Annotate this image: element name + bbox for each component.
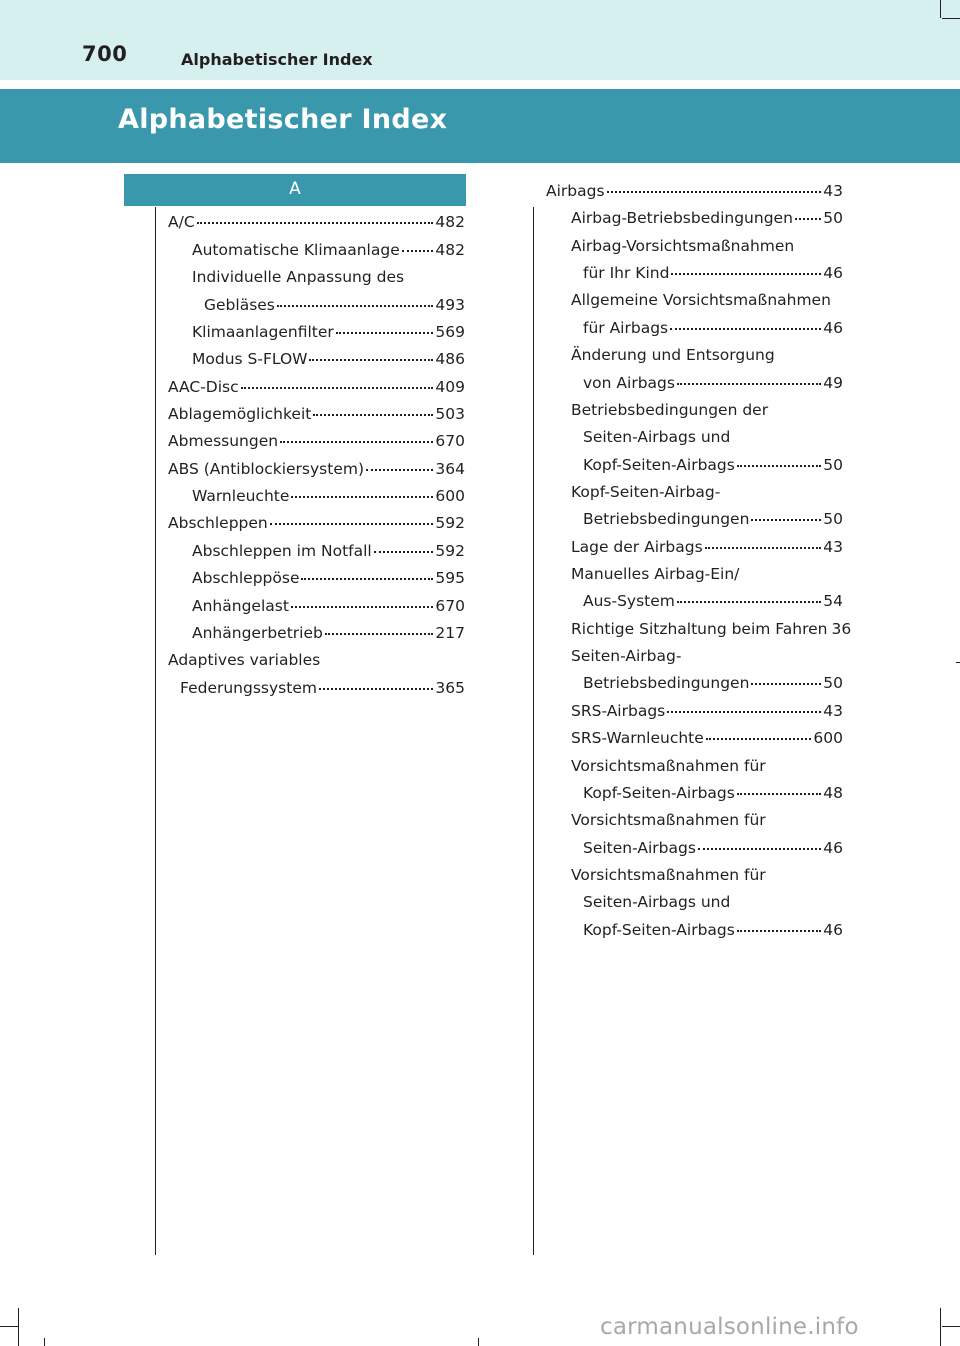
entry-term: Kopf-Seiten-Airbags: [583, 921, 735, 939]
index-entry[interactable]: [583, 264, 843, 282]
entry-page: 43: [823, 538, 843, 556]
leader-dots: [277, 305, 434, 307]
crop-mark: [942, 1326, 960, 1327]
index-entry[interactable]: [180, 679, 465, 697]
leader-dots: [291, 496, 433, 498]
leader-dots: [737, 793, 821, 795]
index-entry[interactable]: [583, 784, 843, 802]
entry-page: 600: [435, 487, 465, 505]
index-entry-text: Manuelles Airbag-Ein/: [571, 565, 740, 583]
index-entry[interactable]: [571, 209, 843, 227]
entry-term: Seiten-Airbags: [583, 839, 696, 857]
index-entry[interactable]: [583, 374, 843, 392]
header-band: [0, 0, 960, 80]
index-entry[interactable]: [583, 839, 843, 857]
index-entry-text: Seiten-Airbags und: [583, 893, 731, 911]
leader-dots: [698, 848, 821, 850]
entry-page: 50: [823, 456, 843, 474]
entry-term: Airbag-Betriebsbedingungen: [571, 209, 793, 227]
leader-dots: [319, 688, 433, 690]
index-entry[interactable]: [571, 729, 843, 747]
index-entry[interactable]: [192, 323, 465, 341]
leader-dots: [677, 601, 821, 603]
entry-term: Betriebsbedingungen: [583, 510, 750, 528]
entry-term: Abschleppöse: [192, 569, 300, 587]
index-entry-text: Seiten-Airbags und: [583, 428, 731, 446]
entry-term: AAC-Disc: [168, 378, 239, 396]
entry-page: 46: [823, 921, 843, 939]
index-entry[interactable]: [583, 674, 843, 692]
entry-term: Abschleppen: [168, 514, 268, 532]
entry-page: 50: [823, 674, 843, 692]
section-title: Alphabetischer Index: [118, 104, 448, 135]
index-entry[interactable]: [583, 592, 843, 610]
entry-term: Aus-System: [583, 592, 675, 610]
entry-term: Lage der Airbags: [571, 538, 703, 556]
leader-dots: [751, 519, 821, 521]
index-entry-text: Seiten-Airbag-: [571, 647, 682, 665]
entry-term: Betriebsbedingungen: [583, 674, 750, 692]
leader-dots: [374, 551, 434, 553]
entry-page: 46: [823, 264, 843, 282]
entry-page: 482: [435, 213, 465, 231]
leader-dots: [309, 359, 433, 361]
entry-term: ABS (Antiblockiersystem): [168, 460, 365, 478]
entry-term: Abmessungen: [168, 432, 279, 450]
entry-page: 43: [823, 702, 843, 720]
leader-dots: [280, 441, 433, 443]
crop-mark: [44, 1338, 45, 1346]
entry-term: Ablagemöglichkeit: [168, 405, 312, 423]
index-entry[interactable]: [168, 405, 465, 423]
entry-term: Automatische Klimaanlage: [192, 241, 400, 259]
leader-dots: [336, 332, 434, 334]
leader-dots: [607, 191, 822, 193]
leader-dots: [706, 738, 812, 740]
index-entry-text: Individuelle Anpassung des: [192, 268, 405, 286]
entry-page: 600: [813, 729, 843, 747]
crop-mark: [940, 1308, 941, 1346]
leader-dots: [402, 250, 434, 252]
entry-page: 50: [823, 510, 843, 528]
index-entry[interactable]: [571, 538, 843, 556]
leader-dots: [325, 633, 434, 635]
entry-term: Warnleuchte: [192, 487, 290, 505]
index-entry-text: Vorsichtsmaßnahmen für: [571, 757, 766, 775]
entry-term: für Airbags: [583, 319, 669, 337]
watermark: carmanualsonline.info: [600, 1314, 859, 1340]
entry-term: Anhängerbetrieb: [192, 624, 323, 642]
index-entry-text: Adaptives variables: [168, 651, 321, 669]
entry-term: Anhängelast: [192, 597, 289, 615]
entry-page: 503: [435, 405, 465, 423]
index-entry[interactable]: [168, 213, 465, 231]
leader-dots: [366, 469, 433, 471]
entry-term: Abschleppen im Notfall: [192, 542, 372, 560]
entry-term: Richtige Sitzhaltung beim Fahren: [571, 620, 828, 638]
entry-term: SRS-Airbags: [571, 702, 666, 720]
index-entry-text: Betriebsbedingungen der: [571, 401, 769, 419]
running-title: Alphabetischer Index: [181, 50, 373, 69]
leader-dots: [197, 222, 434, 224]
crop-mark: [956, 662, 960, 663]
index-entry[interactable]: [192, 624, 465, 642]
crop-mark: [942, 18, 960, 19]
index-entry[interactable]: [168, 432, 465, 450]
index-entry-text: Vorsichtsmaßnahmen für: [571, 866, 766, 884]
entry-page: 48: [823, 784, 843, 802]
crop-mark: [18, 1308, 19, 1346]
leader-dots: [795, 218, 821, 220]
entry-term: Kopf-Seiten-Airbags: [583, 784, 735, 802]
leader-dots: [241, 387, 434, 389]
index-entry[interactable]: [571, 702, 843, 720]
index-entry[interactable]: [168, 460, 465, 478]
entry-page: 482: [435, 241, 465, 259]
leader-dots: [313, 414, 433, 416]
entry-page: 569: [435, 323, 465, 341]
entry-page: 49: [823, 374, 843, 392]
entry-term: A/C: [168, 213, 195, 231]
leader-dots: [270, 523, 434, 525]
right-column-rule: [533, 207, 534, 1255]
index-entry-text: Änderung und Entsorgung: [571, 346, 775, 364]
index-entry[interactable]: [192, 487, 465, 505]
leader-dots: [751, 683, 821, 685]
index-entry[interactable]: [192, 542, 465, 560]
crop-mark: [940, 0, 941, 18]
entry-page: 493: [435, 296, 465, 314]
entry-page: 670: [435, 597, 465, 615]
entry-page: 46: [823, 839, 843, 857]
leader-dots: [667, 711, 821, 713]
leader-dots: [677, 383, 821, 385]
page-number: 700: [82, 42, 128, 66]
entry-page: 670: [435, 432, 465, 450]
letter-label: A: [289, 179, 301, 199]
entry-term: SRS-Warnleuchte: [571, 729, 704, 747]
index-entry[interactable]: [192, 569, 465, 587]
entry-term: Airbags: [546, 182, 605, 200]
entry-page: 217: [435, 624, 465, 642]
index-entry-text: Allgemeine Vorsichtsmaßnahmen: [571, 291, 831, 309]
entry-page: 43: [823, 182, 843, 200]
leader-dots: [671, 273, 821, 275]
leader-dots: [737, 465, 821, 467]
entry-term: Gebläses: [204, 296, 275, 314]
index-entry-text: Kopf-Seiten-Airbag-: [571, 483, 721, 501]
index-entry[interactable]: [204, 296, 465, 314]
entry-term: Klimaanlagenfilter: [192, 323, 334, 341]
entry-term: Federungssystem: [180, 679, 317, 697]
index-entry[interactable]: [192, 350, 465, 368]
index-entry-text: Airbag-Vorsichtsmaßnahmen: [571, 237, 795, 255]
entry-page: 592: [435, 542, 465, 560]
entry-term: von Airbags: [583, 374, 675, 392]
index-entry[interactable]: [583, 456, 843, 474]
crop-mark: [0, 1326, 18, 1327]
index-entry[interactable]: [192, 597, 465, 615]
index-entry[interactable]: [168, 514, 465, 532]
entry-page: 364: [435, 460, 465, 478]
entry-page: 50: [823, 209, 843, 227]
leader-dots: [291, 606, 434, 608]
entry-page: 595: [435, 569, 465, 587]
entry-page: 409: [435, 378, 465, 396]
entry-page: 54: [823, 592, 843, 610]
index-entry[interactable]: [546, 182, 843, 200]
entry-term: Kopf-Seiten-Airbags: [583, 456, 735, 474]
crop-mark: [478, 1338, 479, 1346]
index-entry[interactable]: [192, 241, 465, 259]
leader-dots: [737, 930, 821, 932]
index-entry[interactable]: [583, 319, 843, 337]
entry-page: 46: [823, 319, 843, 337]
entry-page: 486: [435, 350, 465, 368]
letter-heading: [124, 174, 466, 206]
index-entry[interactable]: [583, 510, 843, 528]
index-entry[interactable]: [168, 378, 465, 396]
entry-term: für Ihr Kind: [583, 264, 670, 282]
leader-dots: [705, 547, 822, 549]
leader-dots: [301, 578, 433, 580]
entry-page: 592: [435, 514, 465, 532]
leader-dots: [670, 328, 821, 330]
index-entry[interactable]: [583, 921, 843, 939]
entry-page: 365: [435, 679, 465, 697]
index-entry-text: Vorsichtsmaßnahmen für: [571, 811, 766, 829]
left-column-rule: [155, 207, 156, 1255]
entry-term: Modus S-FLOW: [192, 350, 308, 368]
entry-page: 36: [831, 620, 852, 638]
index-entry[interactable]: [571, 620, 852, 638]
